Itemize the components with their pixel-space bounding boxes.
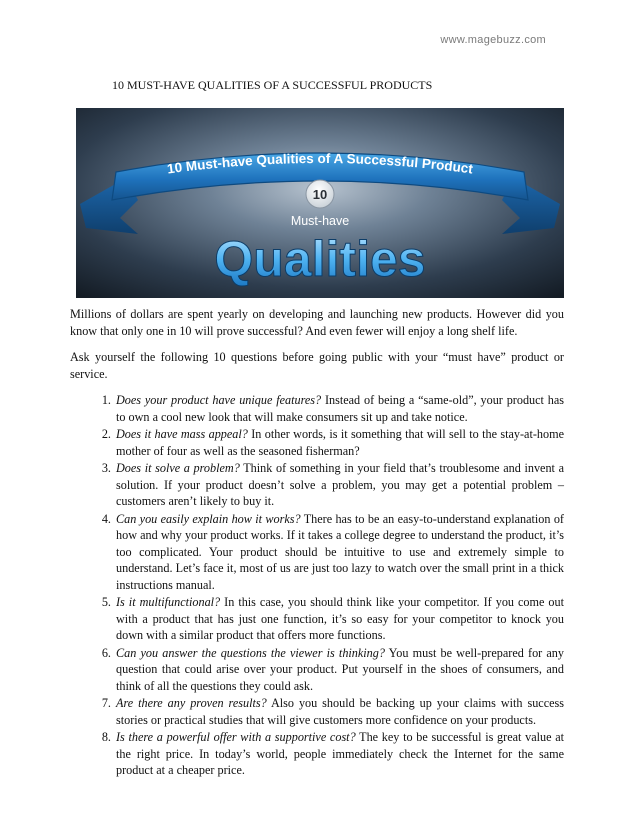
list-item — [114, 695, 564, 728]
question-title: Does it solve a problem? — [116, 461, 240, 475]
site-url: www.magebuzz.com — [440, 34, 546, 46]
question-title: Does your product have unique features? — [116, 393, 322, 407]
list-item — [114, 460, 564, 510]
question-body: You must be well-prepared for any question that could arise over your product. Put yourself in the shoes of consumers, and think of all the questions they could ask. — [116, 645, 564, 693]
question-body: In other words, is it something that will sell to the stay-at-home mother of four as well as the seasoned fisherman? — [116, 427, 564, 458]
sub-text: Must-have — [290, 214, 350, 228]
hero-image — [76, 108, 564, 298]
document-title: 10 MUST-HAVE QUALITIES OF A SUCCESSFUL PRODUCTS — [112, 78, 433, 92]
question-body: Instead of being a “same-old”, your product has to own a cool new look that will make consumers sit up and take notice. — [116, 393, 565, 424]
badge-number: 10 — [312, 187, 328, 202]
list-item — [114, 511, 564, 594]
question-body: Also you should be backing up your claims with success stories or practical studies that will give customers more confidence on your products. — [116, 696, 564, 727]
question-title: Can you easily explain how it works? — [116, 511, 301, 526]
question-title: Can you answer the questions the viewer is thinking? — [116, 645, 385, 660]
article-body — [70, 306, 564, 780]
question-body: Think of something in your field that’s troublesome and invent a solution. If your product doesn’t solve a problem, you may get a potential problem – customers aren’t likely to buy it. — [116, 461, 564, 508]
list-item — [114, 729, 564, 779]
question-body: There has to be an easy-to-understand explanation of how and why your product works. If it takes a college degree to understand the product, it’s too complicated. Your product should be intuitive to use and extremely simple to understand. Let’s face it, most of us are just too lazy to watch over the small print in a thick instructions manual. — [116, 511, 564, 592]
question-title: Is it multifunctional? — [116, 595, 221, 609]
list-item — [114, 426, 564, 459]
question-title: Is there a powerful offer with a supportive cost? — [116, 730, 356, 744]
list-item — [114, 645, 564, 695]
questions-list — [70, 392, 564, 779]
big-text: Qualities — [214, 231, 426, 287]
list-item — [114, 594, 564, 644]
ribbon-text: 10 Must-have Qualities of A Successful Product — [166, 150, 474, 177]
question-body: The key to be successful is great value at the right price. In today’s world, people immediately check the Internet for the same product at a cheaper price. — [116, 730, 564, 777]
question-title: Does it have mass appeal? — [116, 427, 248, 441]
intro-paragraph-2: Ask yourself the following 10 questions before going public with your “must have” product or service. — [70, 350, 564, 381]
question-title: Are there any proven results? — [116, 696, 267, 710]
question-body: In this case, you should think like your competitor. If you come out with a product that has just one function, it’s so easy for your competitor to knock you down with a similar product that offers more functions. — [116, 595, 564, 642]
list-item — [114, 392, 564, 425]
intro-paragraph-1: Millions of dollars are spent yearly on developing and launching new products. However did you know that only one in 10 will prove successful? And even fewer will enjoy a long shelf life. — [70, 307, 564, 338]
